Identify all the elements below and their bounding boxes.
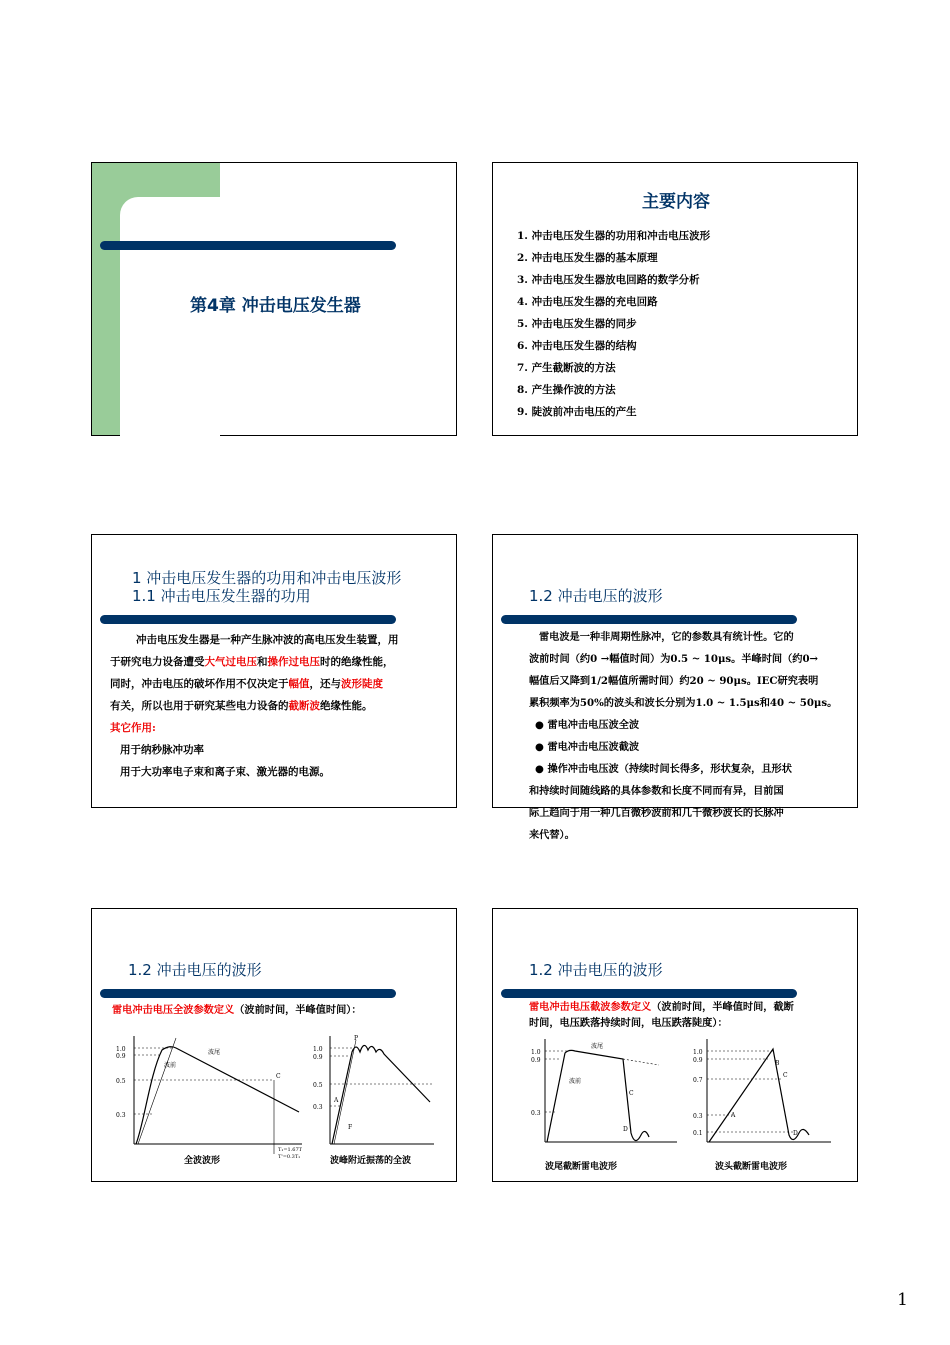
slide-title: 1.2 冲击电压的波形 <box>529 961 663 979</box>
full-wave-diagram <box>114 1034 304 1164</box>
svg-text:T'=0.3T₁: T'=0.3T₁ <box>278 1154 301 1160</box>
slide-4-waveforms <box>492 534 858 841</box>
slide-3-function <box>91 534 457 808</box>
svg-text:波尾: 波尾 <box>591 1043 604 1050</box>
svg-text:C: C <box>276 1073 281 1080</box>
list-item: 用于大功率电子束和离子束、激光器的电源。 <box>120 766 330 778</box>
figure-caption: 全波波形 <box>184 1156 221 1166</box>
title-bar <box>501 989 797 998</box>
slide-5-full-wave: 1.2 冲击电压的波形 雷电冲击电压全波参数定义（波前时间，半峰值时间）： 1.0 0.9 0.5 0.3 波尾 波前 C T₁=1.67T T'=0.3T₁ 1.0 0.9 0.5 0.3 P A F 全波波形 波峰附近振荡的全波 <box>91 908 457 1182</box>
svg-text:D: D <box>793 1130 798 1137</box>
figure-caption: 波峰附近振荡的全波 <box>330 1156 412 1166</box>
svg-text:A: A <box>731 1112 736 1119</box>
svg-text:波尾: 波尾 <box>208 1049 221 1056</box>
svg-text:0.3: 0.3 <box>313 1104 323 1111</box>
subsection-title: 1.1 冲击电压发生器的功用 <box>132 587 311 605</box>
svg-text:0.3: 0.3 <box>531 1110 541 1117</box>
svg-text:1.0: 1.0 <box>693 1049 703 1056</box>
svg-text:D: D <box>623 1126 628 1133</box>
list-item: 1. 冲击电压发生器的功用和冲击电压波形 <box>517 230 711 242</box>
svg-text:波前: 波前 <box>569 1078 582 1085</box>
other-uses-label: 其它作用: <box>110 722 156 734</box>
title-bar <box>100 615 396 624</box>
slide-title: 1.2 冲击电压的波形 <box>128 961 262 979</box>
list-item: 3. 冲击电压发生器放电回路的数学分析 <box>517 274 700 286</box>
svg-text:1.0: 1.0 <box>116 1046 126 1053</box>
svg-text:1.0: 1.0 <box>531 1049 541 1056</box>
body-text: 雷电波是一种非周期性脉冲，它的参数具有统计性。它的 波前时间（约0 →幅值时间）为0.5 ~ 10μs。半峰时间（约0→ 幅值后又降到1/2幅值所需时间）约20 ~ 90μs。IEC研究表明 累积频率为50%的波头和波长分别为1.0 ~ 1.5μs和40 ~ 50μs。 ● 雷电冲击电压波全波 ● 雷电冲击电压波截波 ● 操作冲击电压波（持续时间长得多，形状复杂，且形状 和持续时间随线路的具体参数和长度不同而有异，目前国 际上趋向于用一种几百微秒波前和几千微秒波长的长脉冲 来代替）。 <box>529 626 859 846</box>
contents-title: 主要内容 <box>642 192 710 212</box>
svg-text:0.7: 0.7 <box>693 1077 703 1084</box>
page-number: 1 <box>897 1290 908 1310</box>
contents-list <box>517 225 710 423</box>
svg-text:F: F <box>348 1124 353 1131</box>
list-item: 5. 冲击电压发生器的同步 <box>517 318 637 330</box>
svg-text:C: C <box>629 1090 634 1097</box>
title-bar <box>100 241 396 250</box>
figure-caption: 波尾截断雷电波形 <box>545 1162 618 1172</box>
oscillating-wave-diagram <box>312 1034 437 1164</box>
slide-title: 1.2 冲击电压的波形 <box>529 587 663 605</box>
list-item: 6. 冲击电压发生器的结构 <box>517 340 637 352</box>
body-text: 冲击电压发生器是一种产生脉冲波的高电压发生装置，用 于研究电力设备遭受大气过电压和操作过电压时的绝缘性能， 同时，冲击电压的破坏作用不仅决定于幅值，还与波形陡度 有关，所以也用于研究某些电力设备的截断波绝缘性能。 其它作用: 用于纳秒脉冲功率 用于大功率电子束和离子束、激光器的电源。 <box>110 629 455 783</box>
svg-text:0.9: 0.9 <box>313 1054 323 1061</box>
svg-text:P: P <box>354 1035 359 1042</box>
list-item: ● 操作冲击电压波（持续时间长得多，形状复杂，且形状 <box>535 763 792 775</box>
svg-text:1.0: 1.0 <box>313 1046 323 1053</box>
svg-text:0.9: 0.9 <box>693 1057 703 1064</box>
title-bar <box>501 615 797 624</box>
svg-text:B: B <box>775 1060 780 1067</box>
title-bar <box>100 989 396 998</box>
list-item: 7. 产生截断波的方法 <box>517 362 616 374</box>
list-item: 4. 冲击电压发生器的充电回路 <box>517 296 658 308</box>
chapter-title: 第4章 冲击电压发生器 <box>190 296 361 316</box>
svg-text:0.5: 0.5 <box>116 1078 126 1085</box>
svg-text:0.5: 0.5 <box>313 1082 323 1089</box>
svg-text:A: A <box>334 1097 339 1104</box>
figure-caption: 波头截断雷电波形 <box>715 1162 788 1172</box>
list-item: ● 雷电冲击电压波截波 <box>535 741 640 753</box>
tail-chopped-diagram <box>531 1037 681 1167</box>
svg-text:波前: 波前 <box>164 1062 177 1069</box>
section-title: 1 冲击电压发生器的功用和冲击电压波形 <box>132 569 402 587</box>
svg-text:T₁=1.67T: T₁=1.67T <box>278 1147 302 1153</box>
svg-text:0.1: 0.1 <box>693 1130 703 1137</box>
svg-text:C: C <box>783 1072 788 1079</box>
svg-text:0.9: 0.9 <box>116 1053 126 1060</box>
list-item: 2. 冲击电压发生器的基本原理 <box>517 252 658 264</box>
list-item: ● 雷电冲击电压波全波 <box>535 719 640 731</box>
slide-6-chopped-wave: 1.2 冲击电压的波形 雷电冲击电压截波参数定义（波前时间，半峰值时间，截断 时间，电压跌落持续时间，电压跌落陡度）： 1.0 0.9 0.3 波尾 波前 C D 1.0 0.9 0.7 0.3 0.1 B C D A 波尾截断雷电波形 波头截断雷电波形 <box>492 908 858 1182</box>
svg-text:0.3: 0.3 <box>693 1113 703 1120</box>
svg-text:0.3: 0.3 <box>116 1112 126 1119</box>
slide-2-contents <box>492 162 858 436</box>
front-chopped-diagram <box>693 1037 833 1167</box>
list-item: 9. 陡波前冲击电压的产生 <box>517 406 637 418</box>
list-item: 用于纳秒脉冲功率 <box>120 744 204 756</box>
svg-text:0.9: 0.9 <box>531 1057 541 1064</box>
slide-1-title <box>91 162 457 436</box>
list-item: 8. 产生操作波的方法 <box>517 384 616 396</box>
